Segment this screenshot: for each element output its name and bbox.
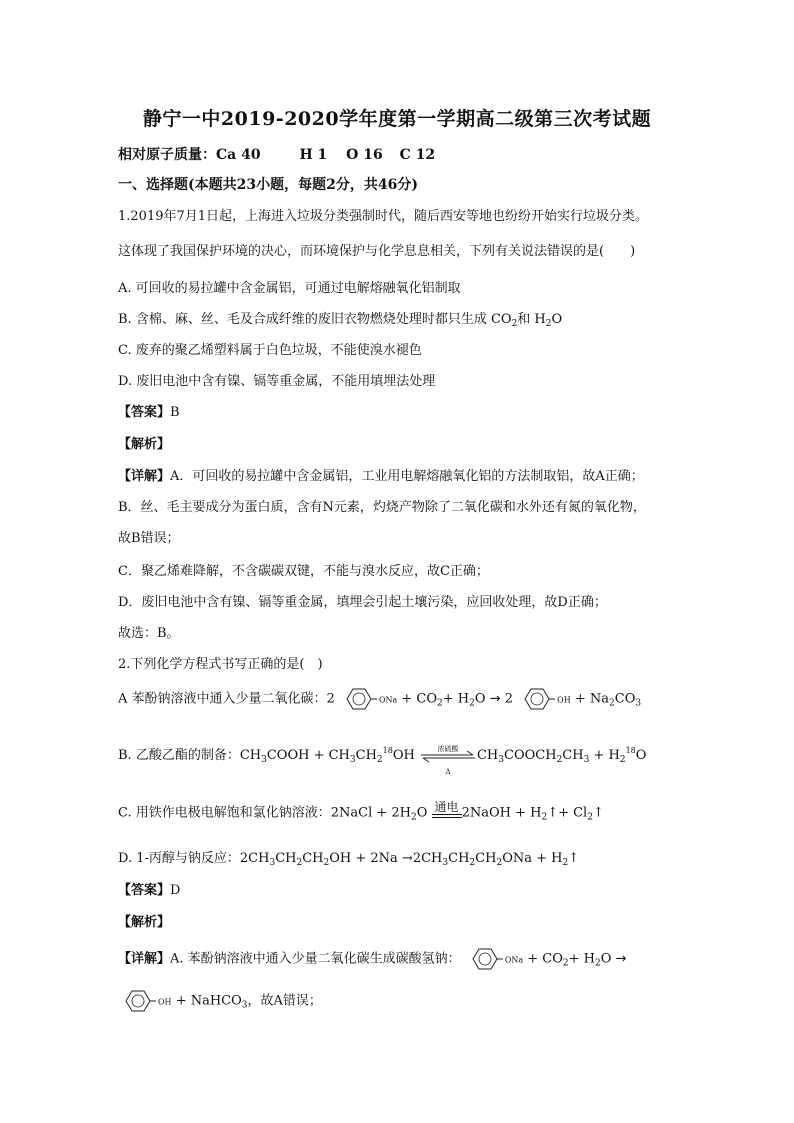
atomic-mass-label: 相对原子质量： xyxy=(118,147,216,163)
benzene-ring-icon xyxy=(517,686,557,712)
electrolysis-arrow-icon: 通电 xyxy=(432,800,462,826)
q1-answer: 【答案】B xyxy=(118,405,180,420)
q2-option-c: C. 用铁作电极电解饱和氯化钠溶液：2NaCl + $2H_2O$ 通电 2NaOH + $H_2↑+$ $Cl_2↑$ xyxy=(118,800,604,831)
benzene-ring-icon xyxy=(465,946,505,972)
atomic-mass-h: H 1 xyxy=(299,147,328,163)
q1-option-b: B. 含棉、麻、丝、毛及合成纤维的废旧衣物燃烧处理时都只生成 $CO_2$和 $H_2O$ xyxy=(118,312,563,329)
q1-option-d: D. 废旧电池中含有镍、镉等重金属，不能用填埋法处理 xyxy=(118,374,436,389)
q2-answer: 【答案】D xyxy=(118,883,181,898)
atomic-mass-o: O 16 xyxy=(346,147,383,163)
benzene-ring-icon xyxy=(118,988,158,1014)
q2-analysis-label: 【解析】 xyxy=(118,915,171,930)
q2-option-a: A 苯酚钠溶液中通入少量二氧化碳：2 ONa + $CO_2+ H_2O \to 2$ OH + $Na_2CO_3$ xyxy=(118,686,641,717)
section-heading: 一、选择题(本题共23小题，每题2分，共46分) xyxy=(118,177,418,193)
q1-detail-b1: B．丝、毛主要成分为蛋白质，含有N元素，灼烧产物除了二氧化碳和水外还有氮的氧化物， xyxy=(118,500,646,515)
q2-detail-a-cont: OH + NaHCO$_3$，故A错误； xyxy=(118,988,322,1019)
q1-stem-line1: 1.2019年7月1日起，上海进入垃圾分类强制时代，随后西安等地也纷纷开始实行垃圾分类。 xyxy=(118,209,649,224)
q1-detail-a: 【详解】A．可回收的易拉罐中含金属铝，工业用电解熔融氧化铝的方法制取铝，故A正确； xyxy=(118,469,644,484)
q1-option-c: C. 废弃的聚乙烯塑料属于白色垃圾，不能使溴水褪色 xyxy=(118,343,422,358)
atomic-mass-line xyxy=(118,146,435,164)
benzene-ring-icon xyxy=(339,686,379,712)
atomic-mass-ca: Ca 40 xyxy=(216,147,261,163)
reaction-arrow: → xyxy=(615,951,627,967)
q1-stem-line2: 这体现了我国保护环境的决心，而环境保护与化学息息相关，下列有关说法错误的是( ) xyxy=(118,244,636,259)
q2-detail-a: 【详解】A. 苯酚钠溶液中通入少量二氧化碳生成碳酸氢钠： ONa + $CO_2+ H_2O$ → xyxy=(118,946,626,977)
q1-detail-b2: 故B错误； xyxy=(118,531,180,546)
q1-detail-c: C．聚乙烯难降解，不含碳碳双键，不能与溴水反应，故C正确； xyxy=(118,564,489,579)
q2-option-b: B. 乙酸乙酯的制备：$CH_3COOH + CH_3CH_2^{18}OH$ 浓硫酸 Δ $CH_3COOCH_2CH_3 + H_2^{18}O$ xyxy=(118,744,647,776)
page-title: 静宁一中2019-2020学年度第一学期高二级第三次考试题 xyxy=(142,108,652,130)
q2-stem: 2.下列化学方程式书写正确的是( ) xyxy=(118,657,323,672)
reversible-arrow-icon: 浓硫酸 Δ xyxy=(419,745,477,767)
atomic-mass-c: C 12 xyxy=(399,147,436,163)
q1-option-a: A. 可回收的易拉罐中含金属铝，可通过电解熔融氧化铝制取 xyxy=(118,281,461,296)
q1-analysis-label: 【解析】 xyxy=(118,437,171,452)
reaction-arrow: → xyxy=(489,691,501,707)
q1-choose: 故选：B。 xyxy=(118,626,180,641)
q1-detail-d: D．废旧电池中含有镍、镉等重金属，填埋会引起土壤污染，应回收处理，故D正确； xyxy=(118,595,607,610)
q2-option-d: D. 1-丙醇与钠反应：$2CH_3CH_2CH_2OH + 2Na \to 2CH_3CH_2CH_2ONa$ + $H_2↑$ xyxy=(118,851,580,868)
